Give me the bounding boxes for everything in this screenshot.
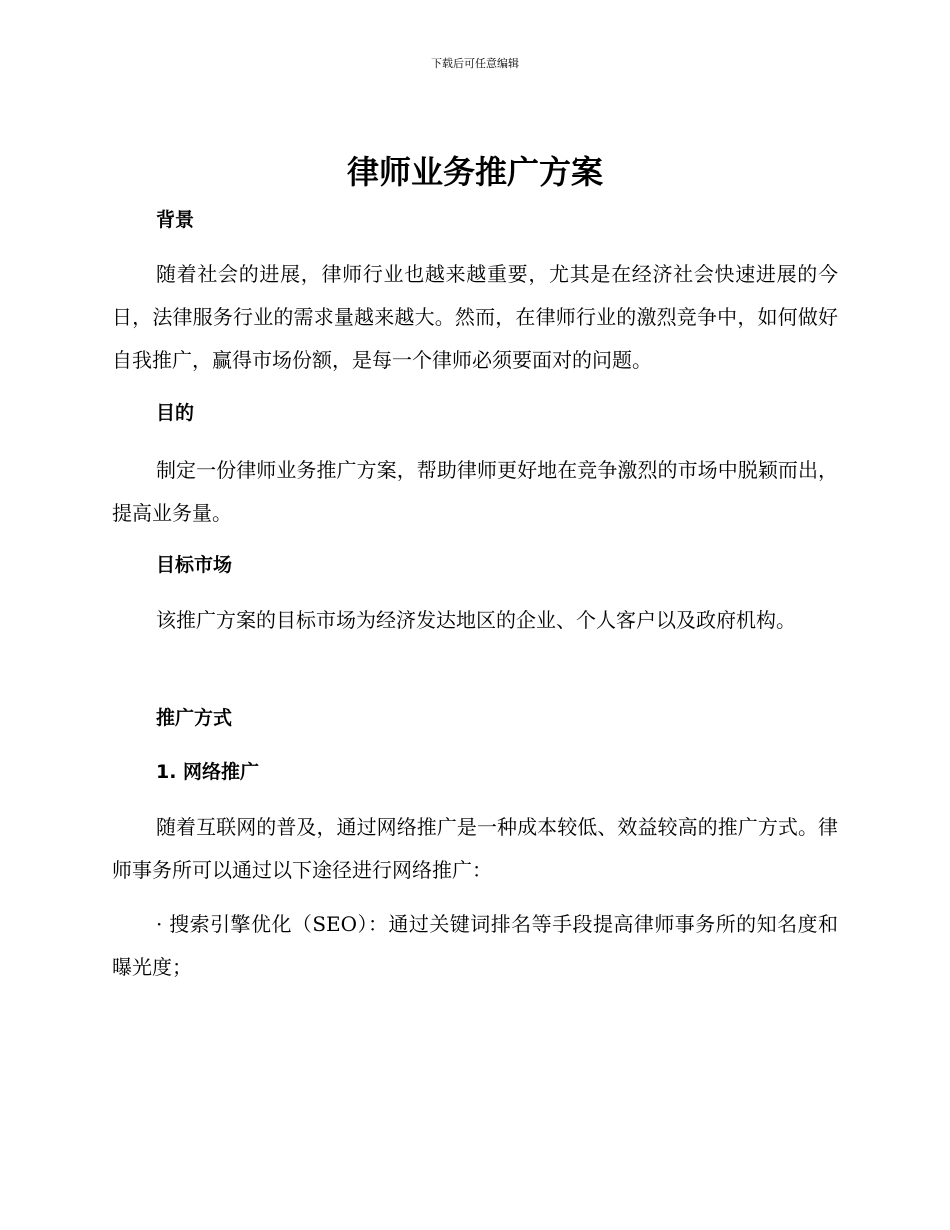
paragraph-target-market: 该推广方案的目标市场为经济发达地区的企业、个人客户以及政府机构。 (156, 608, 796, 632)
paragraph-online-intro: 随着互联网的普及，通过网络推广是一种成本较低、效益较高的推广方式。律师事务所可以通过以下途径进行网络推广： (112, 815, 838, 882)
list-item-seo: · 搜索引擎优化（SEO）：通过关键词排名等手段提高律师事务所的知名度和曝光度； (112, 912, 838, 979)
subsection-heading-online: 1. 网络推广 (156, 761, 260, 783)
section-heading-target-market: 目标市场 (156, 554, 233, 576)
section-heading-methods: 推广方式 (156, 707, 233, 729)
header-note: 下载后可任意编辑 (431, 57, 519, 70)
section-heading-purpose: 目的 (156, 402, 195, 424)
paragraph-background: 随着社会的进展，律师行业也越来越重要，尤其是在经济社会快速进展的今日，法律服务行业的需求量越来越大。然而，在律师行业的激烈竞争中，如何做好自我推广，赢得市场份额，是每一个律师必须要面对的问题。 (112, 262, 838, 372)
document-title: 律师业务推广方案 (346, 153, 603, 191)
section-heading-background: 背景 (156, 209, 195, 231)
paragraph-purpose: 制定一份律师业务推广方案，帮助律师更好地在竞争激烈的市场中脱颖而出，提高业务量。 (112, 458, 838, 525)
